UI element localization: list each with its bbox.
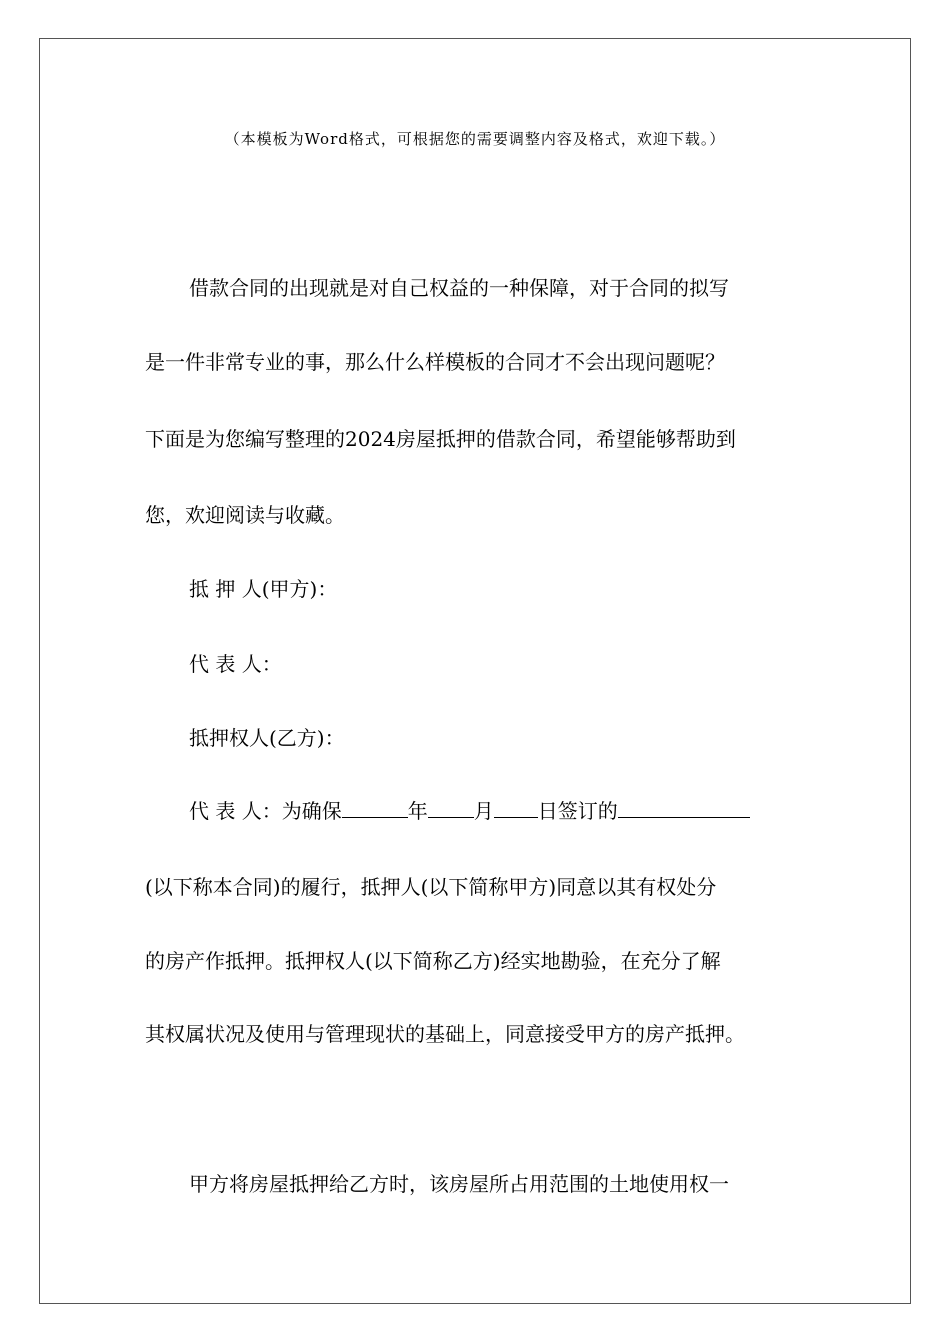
mortgagor-label: 抵 押 人(甲方)： [189, 577, 338, 601]
clause-text-ensure: 为确保 [281, 799, 342, 823]
contract-name-blank [618, 799, 750, 818]
mortgagee-representative-label: 代 表 人： [189, 799, 282, 823]
clause-line-3: 的房产作抵押。抵押权人(以下简称乙方)经实地勘验，在充分了解 [145, 949, 721, 973]
template-note: （本模板为Word格式，可根据您的需要调整内容及格式，欢迎下载。） [224, 130, 726, 148]
clause-line-1 [189, 799, 750, 823]
intro-line-4: 您，欢迎阅读与收藏。 [145, 503, 345, 527]
intro-line-1: 借款合同的出现就是对自己权益的一种保障，对于合同的拟写 [189, 276, 729, 300]
day-signed-label: 日签订的 [537, 799, 618, 823]
year-label: 年 [407, 799, 428, 823]
intro-line-2: 是一件非常专业的事，那么什么样模板的合同才不会出现问题呢？ [145, 350, 725, 374]
clause-line-2: (以下称本合同)的履行，抵押人(以下简称甲方)同意以其有权处分 [145, 875, 717, 899]
day-blank [494, 799, 538, 818]
mortgagee-label: 抵押权人(乙方)： [189, 726, 345, 750]
month-label: 月 [473, 799, 494, 823]
clause-line-4: 其权属状况及使用与管理现状的基础上，同意接受甲方的房产抵押。 [145, 1022, 745, 1046]
year-blank [342, 799, 408, 818]
intro-line-3: 下面是为您编写整理的2024房屋抵押的借款合同，希望能够帮助到 [145, 427, 736, 451]
mortgagor-representative-label: 代 表 人： [189, 652, 282, 676]
month-blank [428, 799, 474, 818]
page-border [39, 38, 911, 1304]
clause2-line-1: 甲方将房屋抵押给乙方时，该房屋所占用范围的土地使用权一 [189, 1172, 729, 1196]
